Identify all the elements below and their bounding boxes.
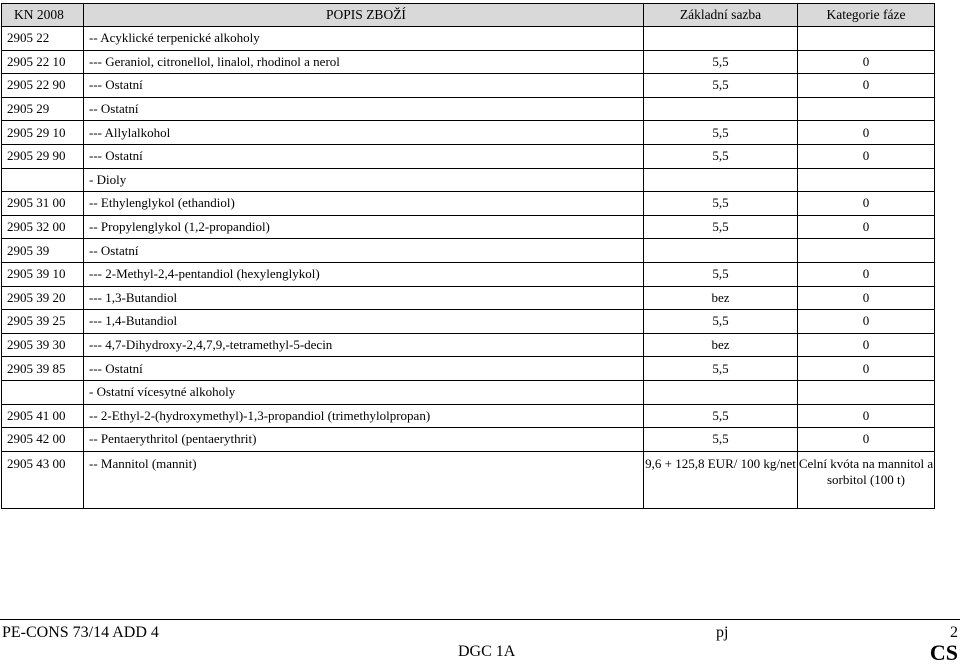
row-code	[2, 168, 84, 192]
row-description: --- Ostatní	[84, 74, 644, 98]
row-rate: 5,5	[644, 428, 798, 452]
row-category	[798, 380, 935, 404]
row-rate	[644, 97, 798, 121]
table-row	[2, 451, 935, 508]
row-category: 0	[798, 357, 935, 381]
row-code: 2905 31 00	[2, 192, 84, 216]
row-code: 2905 32 00	[2, 215, 84, 239]
table-row	[2, 333, 935, 357]
tariff-table	[1, 3, 935, 509]
row-rate: 5,5	[644, 50, 798, 74]
footer-page-number: 2	[950, 624, 958, 641]
row-code: 2905 39 10	[2, 262, 84, 286]
row-code: 2905 22 90	[2, 74, 84, 98]
row-category: 0	[798, 144, 935, 168]
header-row	[2, 4, 935, 27]
row-code: 2905 39 30	[2, 333, 84, 357]
table-row	[2, 121, 935, 145]
table-row	[2, 74, 935, 98]
table-row	[2, 310, 935, 334]
table-row	[2, 50, 935, 74]
row-description: -- Mannitol (mannit)	[84, 451, 644, 508]
row-rate: 5,5	[644, 121, 798, 145]
footer-language: CS	[929, 640, 958, 665]
row-rate: 5,5	[644, 144, 798, 168]
table-row	[2, 286, 935, 310]
row-code	[2, 380, 84, 404]
row-category: Celní kvóta na mannitol a sorbitol (100 t)	[798, 451, 935, 508]
row-category: 0	[798, 74, 935, 98]
row-code: 2905 22	[2, 27, 84, 51]
table-row	[2, 97, 935, 121]
row-rate: 5,5	[644, 215, 798, 239]
row-category: 0	[798, 121, 935, 145]
row-category: 0	[798, 286, 935, 310]
row-rate: 5,5	[644, 357, 798, 381]
table-row	[2, 428, 935, 452]
row-rate	[644, 27, 798, 51]
row-rate: bez	[644, 333, 798, 357]
row-description: - Dioly	[84, 168, 644, 192]
row-description: -- 2-Ethyl-2-(hydroxymethyl)-1,3-propandiol (trimethylolpropan)	[84, 404, 644, 428]
row-rate: 5,5	[644, 192, 798, 216]
row-code: 2905 29	[2, 97, 84, 121]
table-row	[2, 239, 935, 263]
row-description: -- Ethylenglykol (ethandiol)	[84, 192, 644, 216]
row-description: -- Pentaerythritol (pentaerythrit)	[84, 428, 644, 452]
row-description: - Ostatní vícesytné alkoholy	[84, 380, 644, 404]
row-rate: 5,5	[644, 262, 798, 286]
row-description: -- Propylenglykol (1,2-propandiol)	[84, 215, 644, 239]
header-code: KN 2008	[2, 4, 84, 27]
row-category	[798, 168, 935, 192]
row-description: -- Ostatní	[84, 97, 644, 121]
row-rate: 9,6 + 125,8 EUR/ 100 kg/net	[644, 451, 798, 508]
row-code: 2905 29 10	[2, 121, 84, 145]
table-row	[2, 192, 935, 216]
table-row	[2, 262, 935, 286]
row-code: 2905 39 25	[2, 310, 84, 334]
table-row	[2, 357, 935, 381]
row-description: --- 1,4-Butandiol	[84, 310, 644, 334]
footer-initials: pj	[716, 624, 729, 641]
row-description: --- Ostatní	[84, 144, 644, 168]
footer-department: DGC 1A	[458, 643, 516, 660]
row-rate	[644, 168, 798, 192]
row-category: 0	[798, 333, 935, 357]
row-code: 2905 41 00	[2, 404, 84, 428]
row-category: 0	[798, 310, 935, 334]
row-category: 0	[798, 50, 935, 74]
row-rate: 5,5	[644, 404, 798, 428]
row-code: 2905 39 20	[2, 286, 84, 310]
row-rate: bez	[644, 286, 798, 310]
table-row	[2, 27, 935, 51]
row-rate: 5,5	[644, 74, 798, 98]
row-description: -- Ostatní	[84, 239, 644, 263]
table-row	[2, 404, 935, 428]
row-description: --- 2-Methyl-2,4-pentandiol (hexylenglykol)	[84, 262, 644, 286]
row-description: -- Acyklické terpenické alkoholy	[84, 27, 644, 51]
row-code: 2905 29 90	[2, 144, 84, 168]
row-rate	[644, 239, 798, 263]
row-category: 0	[798, 428, 935, 452]
table-row	[2, 380, 935, 404]
footer-divider	[0, 619, 960, 620]
row-code: 2905 39	[2, 239, 84, 263]
row-category: 0	[798, 215, 935, 239]
row-description: --- 1,3-Butandiol	[84, 286, 644, 310]
row-description: --- 4,7-Dihydroxy-2,4,7,9,-tetramethyl-5-decin	[84, 333, 644, 357]
row-description: --- Allylalkohol	[84, 121, 644, 145]
table-row	[2, 168, 935, 192]
row-category	[798, 97, 935, 121]
row-category: 0	[798, 192, 935, 216]
row-category	[798, 27, 935, 51]
table-row	[2, 144, 935, 168]
row-category: 0	[798, 404, 935, 428]
row-code: 2905 42 00	[2, 428, 84, 452]
row-code: 2905 39 85	[2, 357, 84, 381]
row-rate	[644, 380, 798, 404]
row-code: 2905 22 10	[2, 50, 84, 74]
row-category	[798, 239, 935, 263]
header-rate: Základní sazba	[644, 4, 798, 27]
header-category: Kategorie fáze	[798, 4, 935, 27]
row-description: --- Geraniol, citronellol, linalol, rhodinol a nerol	[84, 50, 644, 74]
table-row	[2, 215, 935, 239]
header-description: POPIS ZBOŽÍ	[84, 4, 644, 27]
row-category: 0	[798, 262, 935, 286]
row-code: 2905 43 00	[2, 451, 84, 508]
row-description: --- Ostatní	[84, 357, 644, 381]
row-rate: 5,5	[644, 310, 798, 334]
footer-document-ref: PE-CONS 73/14 ADD 4	[2, 624, 159, 641]
